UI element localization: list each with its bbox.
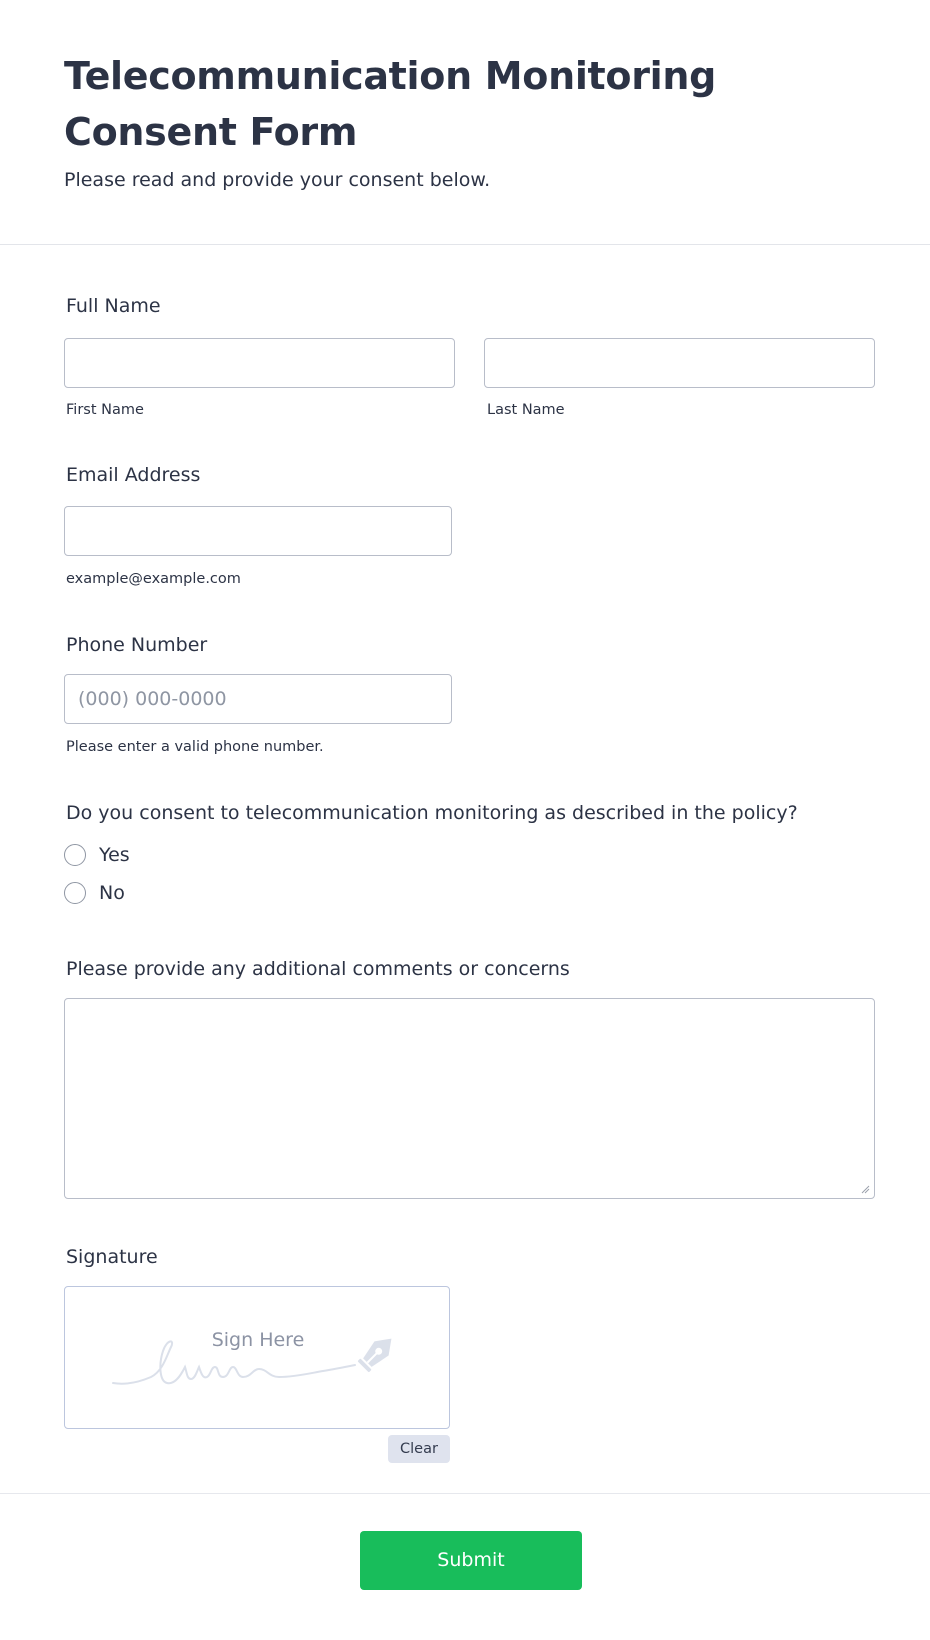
- consent-option-no-label: No: [99, 882, 125, 904]
- signature-label: Signature: [66, 1246, 158, 1268]
- resize-grip-icon[interactable]: [860, 1184, 870, 1194]
- first-name-input[interactable]: [64, 338, 455, 388]
- first-name-sublabel: First Name: [66, 402, 144, 418]
- consent-question: Do you consent to telecommunication monitoring as described in the policy?: [66, 802, 798, 824]
- clear-signature-button[interactable]: Clear: [388, 1435, 450, 1463]
- full-name-label: Full Name: [66, 295, 161, 317]
- consent-option-no[interactable]: [64, 880, 125, 906]
- form-title: Telecommunication Monitoring Consent Form: [64, 54, 717, 154]
- radio-button-no[interactable]: [64, 882, 86, 904]
- signature-pad-hint: Sign Here: [211, 1329, 305, 1351]
- phone-sublabel: Please enter a valid phone number.: [66, 739, 324, 755]
- consent-option-yes-label: Yes: [99, 844, 130, 866]
- consent-option-yes[interactable]: [64, 842, 130, 868]
- phone-input[interactable]: [64, 674, 452, 724]
- footer-divider: [0, 1493, 930, 1494]
- phone-label: Phone Number: [66, 634, 208, 656]
- email-label: Email Address: [66, 464, 201, 486]
- form-subtitle: Please read and provide your consent below.: [64, 169, 491, 191]
- radio-button-yes[interactable]: [64, 844, 86, 866]
- pen-nib-icon: [355, 1329, 401, 1375]
- submit-button[interactable]: Submit: [360, 1531, 582, 1590]
- signature-pad[interactable]: [64, 1286, 450, 1429]
- form-header: [0, 0, 930, 245]
- email-sublabel: example@example.com: [66, 571, 241, 587]
- comments-label: Please provide any additional comments or concerns: [66, 958, 570, 980]
- comments-textarea[interactable]: [64, 998, 875, 1199]
- last-name-sublabel: Last Name: [487, 402, 565, 418]
- email-input[interactable]: [64, 506, 452, 556]
- last-name-input[interactable]: [484, 338, 875, 388]
